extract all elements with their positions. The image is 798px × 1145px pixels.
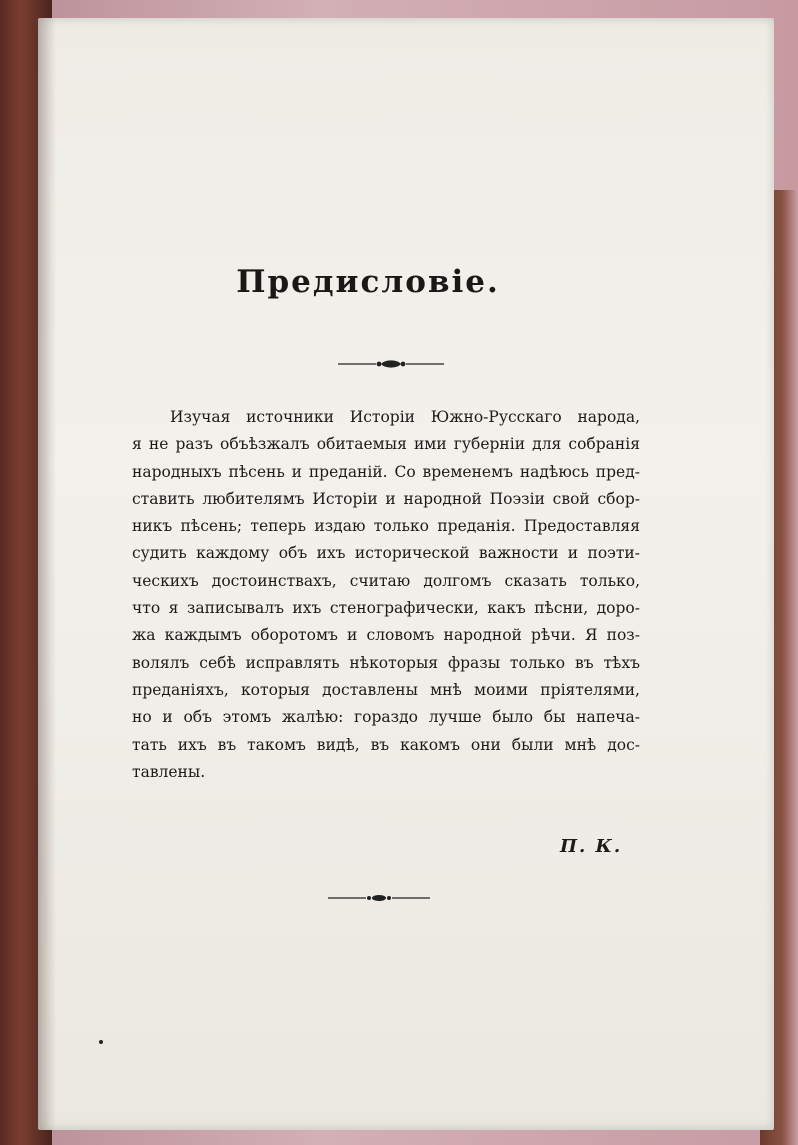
text-line: судить каждому объ ихъ исторической важности и поэти- bbox=[132, 544, 640, 563]
text-line: тать ихъ въ такомъ видѣ, въ какомъ они были мнѣ дос- bbox=[132, 735, 640, 754]
top-ornament bbox=[336, 357, 446, 371]
page-title: Предисловіе. bbox=[236, 264, 500, 300]
text-line: тавлены. bbox=[132, 762, 206, 781]
text-line: волялъ себѣ исправлять нѣкоторыя фразы только въ тѣхъ bbox=[132, 653, 640, 672]
author-signature: П. К. bbox=[560, 836, 623, 857]
print-speck bbox=[99, 1040, 103, 1044]
text-line: что я записывалъ ихъ стенографически, какъ пѣсни, доро- bbox=[132, 599, 640, 618]
page-gutter-shadow bbox=[38, 18, 56, 1130]
text-line: ставить любителямъ Исторіи и народной Поэзіи свой сбор- bbox=[132, 489, 640, 508]
text-line: народныхъ пѣсень и преданій. Со временемъ надѣюсь пред- bbox=[132, 462, 640, 481]
text-line: но и объ этомъ жалѣю: гораздо лучше было бы напеча- bbox=[132, 708, 640, 727]
text-line: никъ пѣсень; теперь издаю только преданія. Предоставляя bbox=[132, 517, 640, 536]
text-line: я не разъ объѣзжалъ обитаемыя ими губерніи для собранія bbox=[132, 435, 640, 454]
text-line: Изучая источники Исторіи Южно-Русскаго народа, bbox=[170, 408, 640, 426]
text-line: жа каждымъ оборотомъ и словомъ народной рѣчи. Я поз- bbox=[132, 626, 640, 645]
text-line: преданіяхъ, которыя доставлены мнѣ моими пріятелями, bbox=[132, 680, 640, 699]
preface-text bbox=[132, 404, 640, 786]
bottom-ornament bbox=[326, 892, 432, 904]
text-line: ческихъ достоинствахъ, считаю долгомъ сказать только, bbox=[132, 571, 640, 590]
